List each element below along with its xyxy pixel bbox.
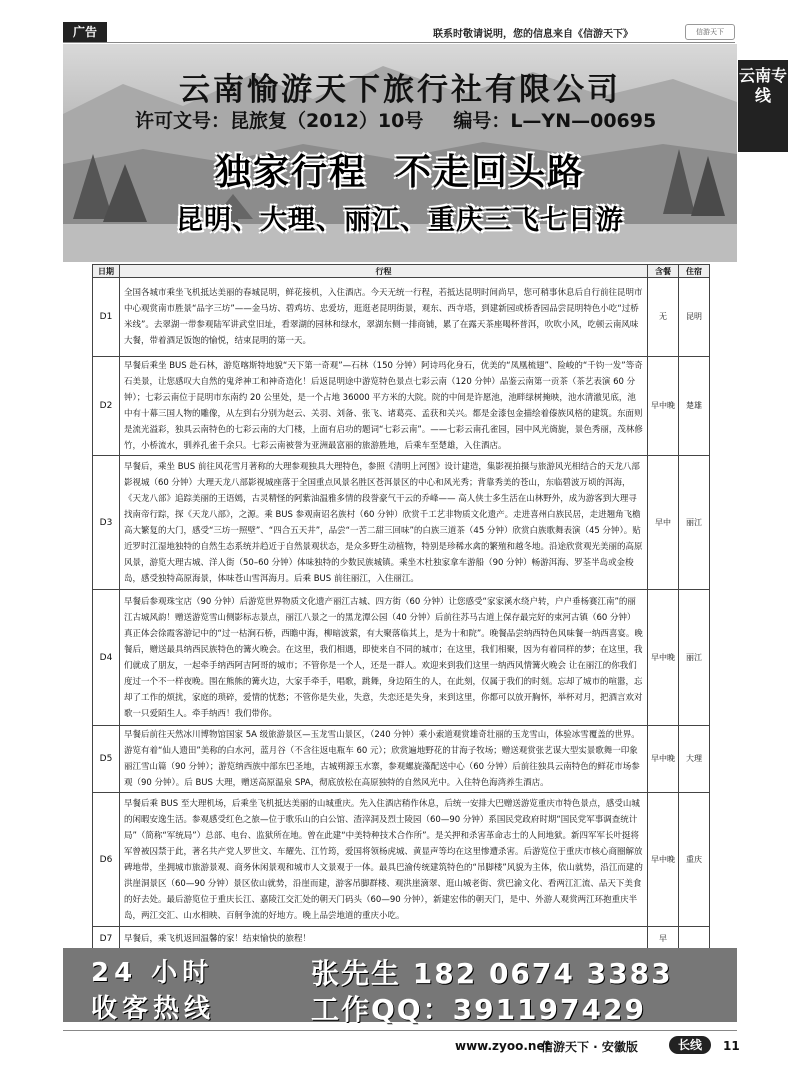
footer-publication: 信游天下 · 安徽版 <box>541 1040 638 1054</box>
table-header-row <box>93 265 710 278</box>
table-row <box>93 456 710 590</box>
banner <box>63 44 737 262</box>
day-cell: D5 <box>93 726 120 793</box>
stay-cell <box>679 927 710 951</box>
license-number: 许可文号：昆旅复（2012）10号 <box>135 110 424 132</box>
footer-section-badge: 长线 <box>669 1036 711 1054</box>
table-row <box>93 726 710 793</box>
day-cell: D3 <box>93 456 120 590</box>
company-name: 云南愉游天下旅行社有限公司 <box>179 72 621 108</box>
itinerary-cell: 早餐后，乘飞机返回温馨的家！结束愉快的旅程！ <box>120 927 648 951</box>
day-cell: D4 <box>93 590 120 726</box>
contact-note: 联系时敬请说明，您的信息来自《信游天下》 <box>433 29 633 40</box>
itinerary-cell: 早餐后乘坐 BUS 赴石林，游览喀斯特地貌“天下第一奇观”—石林（150 分钟）阿诗玛化身石，优美的“凤凰梳翅”、险峻的“千钧一发”等奇石美景，让您感叹大自然的鬼斧神工和神奇造化！后返昆明途中游览特色景点七彩云南（120 分钟）品鉴云南第一贡茶（茶艺表演 60 分钟）；七彩云南位于昆明市东南约 20 公里处，是一个占地 36000 平方米的大院。院的中间是许愿池，池畔绿树掩映，池水清澈见底，池中有十幕三国人物的雕像，从左到右分别为赵云、关羽、刘备、张飞、诸葛亮、孟获和关兴。都是金漆包金描绘着傣族风格的建筑。东面则是流光溢彩，独具云南特色的七彩云南的大门楼，上面有启功的题词“七彩云南”。——七彩云南孔雀园，园中风光旖旎，景色秀丽，茂林修竹，小桥流水，驯养孔雀千余只。七彩云南被誉为亚洲最富丽的旅游胜地，后乘车至楚雄，入住酒店。 <box>120 357 648 456</box>
ad-tag: 广告 <box>63 22 107 42</box>
meal-cell: 无 <box>648 278 679 357</box>
day-cell: D7 <box>93 927 120 951</box>
slogan-1: 独家行程 <box>214 152 367 193</box>
footer <box>63 1030 740 1059</box>
table-row <box>93 357 710 456</box>
day-cell: D6 <box>93 793 120 927</box>
slogan-2: 不走回头路 <box>395 152 586 193</box>
header-meal: 含餐 <box>648 265 679 278</box>
publication-logo: 信游天下 <box>685 24 735 40</box>
top-bar <box>63 22 735 43</box>
hotline-label: 收客热线 <box>91 994 216 1024</box>
side-section-label: 云南专线 <box>738 60 788 152</box>
hotline-qq: 工作QQ：391197429 <box>311 993 646 1026</box>
stay-cell: 丽江 <box>679 590 710 726</box>
meal-cell: 早中晚 <box>648 357 679 456</box>
itinerary-table <box>92 264 710 951</box>
footer-url: www.zyoo.net <box>455 1039 551 1053</box>
day-cell: D1 <box>93 278 120 357</box>
header-day: 日期 <box>93 265 120 278</box>
stay-cell: 昆明 <box>679 278 710 357</box>
meal-cell: 早中 <box>648 456 679 590</box>
itinerary-cell: 早餐后前往天然冰川博物馆国家 5A 级旅游景区—玉龙雪山景区，（240 分钟）乘小索道观赏雄奇壮丽的玉龙雪山，体验冰雪覆盖的世界。游览有着“仙人遗田”美称的白水河，蓝月谷（不含往返电瓶车 60 元）；欣赏遍地野花的甘海子牧场；赠送观赏张艺谋大型实景歌舞一印象丽江雪山篇（90 分钟）；游览纳西族中部东巴圣地，古城朔源玉水寨，参观螺旋藻配送中心（60 分钟）后前往独具云南特色的鲜花市场参观（90 分钟）。后 BUS 大理，赠送高原温泉 SPA，彻底放松在高原独特的自然风光中。入住特色海湾养生酒店。 <box>120 726 648 793</box>
route-title: 昆明、大理、丽江、重庆三飞七日游 <box>176 205 624 236</box>
license-line <box>135 106 686 133</box>
serial-number: 编号：L—YN—00695 <box>453 110 657 132</box>
table-row <box>93 927 710 951</box>
meal-cell: 早中晚 <box>648 590 679 726</box>
table-row <box>93 278 710 357</box>
itinerary-cell: 早餐后乘 BUS 至大理机场，后乘坐飞机抵达美丽的山城重庆。先入住酒店稍作休息，后统一安排大巴赠送游览重庆市特色景点，感受山城的闲暇安逸生活。参观感受红色之旅—位于歌乐山的白公馆、渣滓洞及烈士陵园（60—90 分钟）系国民党政府时期“国民党军事调查统计局”（简称“军统局”）总部、电台、监狱所在地。曾在此建“中美特种技术合作所”。是关押和杀害革命志士的人间地狱。新四军军长叶挺将军曾被囚禁于此，著名共产党人罗世文、车耀先、江竹筠，爱国将领杨虎城、黄显声等均在这里惨遭杀害。后游览位于重庆市核心商圈解放碑地带，坐拥城市旅游景观、商务休闲景观和城市人文景观于一体。最具巴渝传统建筑特色的“吊脚楼”风貌为主体，依山就势，沿江而建的洪崖洞景区（60—90 分钟）景区依山就势，沿崖而建，游客吊脚群楼、观洪崖滴翠、逛山城老街、赏巴渝文化、看两江汇流、品天下美食的好去处。最后游览位于重庆长江、嘉陵江交汇处的朝天门码头（60—90 分钟），新建宏伟的朝天门，是中、外游人观赏两江环抱重庆半岛，两江交汇、山水相映、百舸争流的好地方。晚上品尝地道的重庆小吃。 <box>120 793 648 927</box>
stay-cell: 大理 <box>679 726 710 793</box>
meal-cell: 早中晚 <box>648 726 679 793</box>
table-row <box>93 793 710 927</box>
meal-cell: 早 <box>648 927 679 951</box>
hotline-phone: 张先生 182 0674 3383 <box>311 957 673 990</box>
header-stay: 住宿 <box>679 265 710 278</box>
page-number: 11 <box>723 1039 740 1053</box>
stay-cell: 丽江 <box>679 456 710 590</box>
slogan <box>63 144 737 195</box>
stay-cell: 楚雄 <box>679 357 710 456</box>
itinerary-cell: 全国各城市乘坐飞机抵达美丽的春城昆明，鲜花接机，入住酒店。今天无统一行程，若抵达昆明时间尚早，您可稍事休息后自行前往昆明市中心观赏南市胜景“品字三坊”——金马坊、碧鸡坊、忠爱坊，逛逛老昆明街景，观东、西寺塔，到建新园或桥香园品尝昆明特色小吃“过桥米线”。去翠湖一带参观陆军讲武堂旧址，看翠湖的园林和绿水，翠湖东侧一排商铺，累了在露天茶座喝杯普洱，吹吹小风，吃顿云南风味大餐，带着酒足饭饱的愉悦，结束昆明的第一天。 <box>120 278 648 357</box>
stay-cell: 重庆 <box>679 793 710 927</box>
header-itinerary: 行程 <box>120 265 648 278</box>
day-cell: D2 <box>93 357 120 456</box>
table-row <box>93 590 710 726</box>
itinerary-cell: 早餐后参观珠宝店（90 分钟）后游览世界物质文化遗产丽江古城、四方街（60 分钟）让您感受“家家溪水绕户转，户户垂杨赛江南”的丽江古城风韵！赠送游览雪山侧影标志景点，丽江八景之一的黑龙潭公园（40 分钟）后前往苏马古道上保存最完好的束河古镇（60 分钟）真正体会徐霞客游记中的“过一枯涧石桥，西瞻中海，柳暗波萦，有大聚落临其上，是为十和院”。晚餐品尝纳西特色风味餐一纳西喜宴。晚餐后，赠送最具纳西民族特色的篝火晚会。在这里，我们相遇，即使来自不同的城市；在这里，我们相聚，因为有着同样的梦；在这里，我们就成了朋友，一起牵手纳西阿吉阿哥的城市；不管你是一个人，还是一群人。欢迎来到我们这里一纳西风情篝火晚会 让在丽江的你我们度过一个不一样夜晚。围在熊熊的篝火边，大家手牵手，唱歌，跳舞，身边陌生的人，在此刻，仅属于我们的时刻。忘却了城市的喧嚣，忘却了工作的烦扰，家庭的琐碎，爱情的忧愁；不管你是失业，失意，失恋还是失身，来到这里，你都可以放开胸怀，举杯对月，把酒言欢对歌一只爱陌生人。牵手纳西！我们带你。 <box>120 590 648 726</box>
hotline-banner <box>63 948 737 1026</box>
meal-cell: 早中晚 <box>648 793 679 927</box>
hotline-label-24h: 24 小时 <box>91 958 214 988</box>
itinerary-cell: 早餐后，乘坐 BUS 前往风花雪月著称的大理参观独具大理特色，参照《清明上河图》设计建造，集影视拍摄与旅游风光相结合的天龙八部影视城（60 分钟）大理天龙八部影视城座落于全国重点风景名胜区苍洱景区的中心和风光秀；背靠秀美的苍山，东临碧波万顷的洱海，《天龙八部》追踪美丽的王语嫣，古灵精怪的阿紫油温雅多情的段誉豪气干云的乔峰—— 高人侠士多生活在山林野外，成为游客到大理寻找南帝行踪，探《天龙八部》，之源。乘 BUS 参观南诏名族村（60 分钟）欣赏千工艺非物质文化遗产。走进喜州白族民居，走进翘角飞檐高大繁复的大门，感受“三坊一照壁”、“四合五天井”，品尝“一苦二甜三回味”的白族三道茶（45 分钟）欣赏白族歌舞表演（45 分钟）。贴近罗时江湿地独特的自然生态系统并趋近于自然景观状态，是众多野生动植物，特别是珍稀水禽的繁殖和越冬地。沿途欣赏观光美丽的高原风景，游览大理古城、洋人街（50–60 分钟）体味独特的少数民族城镇。乘坐木杜独家拿车游船（90 分钟）畅游洱海、罗荃半岛或金梭岛，感受独特高原海景，体味苍山雪洱海月。后乘 BUS 前往丽江，入住丽江。 <box>120 456 648 590</box>
